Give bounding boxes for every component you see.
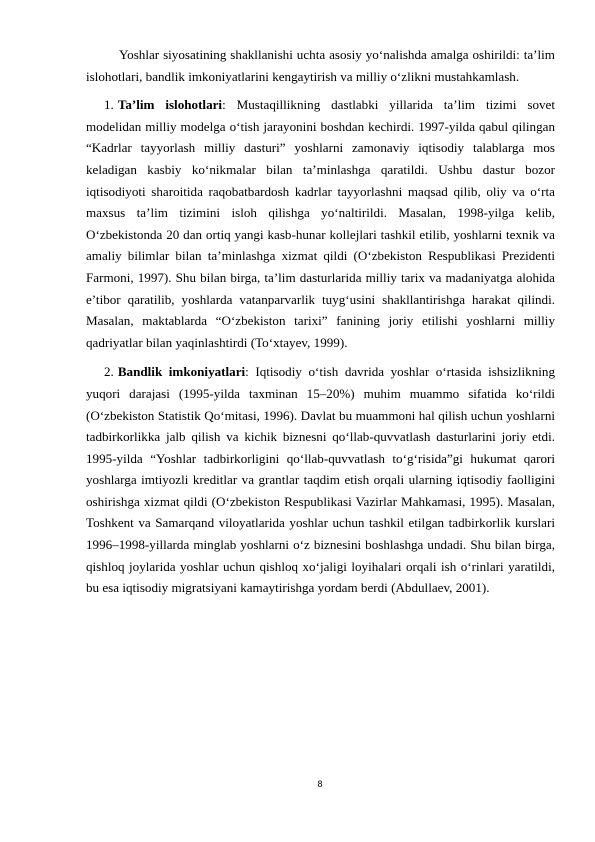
list-item-education-reforms bbox=[86, 94, 555, 353]
intro-paragraph: Yoshlar siyosatining shakllanishi uchta asosiy yo‘nalishda amalga oshirildi: ta’lim islohotlari, bandlik imkoniyatlarini kengaytirish va milliy o‘zlikni mustahkamlash. bbox=[86, 47, 555, 84]
list-item-text: : Mustaqillikning dastlabki yillarida ta’lim tizimi sovet modelidan milliy modelga o‘tish jarayonini boshdan kechirdi. 1997-yilda qabul qilingan “Kadrlar tayyorlash milliy dasturi” yoshlarni zamonaviy iqtisodiy talablarga mos keladigan kasbiy ko‘nikmalar bilan ta’minlashga qaratildi. Ushbu dastur bozor iqtisodiyoti sharoitida raqobatbardosh kadrlar tayyorlashni maqsad qilib, oliy va o‘rta maxsus ta’lim tizimini isloh qilishga yo‘naltirildi. Masalan, 1998-yilga kelib, O‘zbekistonda 20 dan ortiq yangi kasb-hunar kollejlari tashkil etilib, yoshlarni texnik va amaliy bilimlar bilan ta’minlashga xizmat qildi (O‘zbekiston Respublikasi Prezidenti Farmoni, 1997). Shu bilan birga, ta’lim dasturlarida milliy tarix va madaniyatga alohida e’tibor qaratilib, yoshlarda vatanparvarlik tuyg‘usini shakllantirishga harakat qilindi. Masalan, maktablarda “O‘zbekiston tarixi” fanining joriy etilishi yoshlarni milliy qadriyatlar bilan yaqinlashtirdi (To‘xtayev, 1999). bbox=[86, 97, 556, 350]
document-body bbox=[86, 44, 555, 607]
list-item-title: Bandlik imkoniyatlari bbox=[117, 364, 246, 380]
list-item-employment-opportunities bbox=[86, 361, 555, 599]
list-item-text: : Iqtisodiy o‘tish davrida yoshlar o‘rtasida ishsizlikning yuqori darajasi (1995-yilda taxminan 15–20%) muhim muammo sifatida ko‘rildi (O‘zbekiston Statistik Qo‘mitasi, 1996). Davlat bu muammoni hal qilish uchun yoshlarni tadbirkorlikka jalb qilish va kichik biznesni qo‘llab-quvvatlash dasturlarini joriy etdi. 1995-yilda “Yoshlar tadbirkorligini qo‘llab-quvvatlash to‘g‘risida”gi hukumat qarori yoshlarga imtiyozli kreditlar va grantlar taqdim etish orqali ularning iqtisodiy faolligini oshirishga xizmat qildi (O‘zbekiston Respublikasi Vazirlar Mahkamasi, 1995). Masalan, Toshkent va Samarqand viloyatlarida yoshlar uchun tashkil etilgan tadbirkorlik kurslari 1996–1998-yillarda minglab yoshlarni o‘z biznesini boshlashga undadi. Shu bilan birga, qishloq joylarida yoshlar uchun qishloq xo‘jaligi loyihalari orqali ish o‘rinlari yaratildi, bu esa iqtisodiy migratsiyani kamaytirishga yordam berdi (Abdullaev, 2001). bbox=[86, 364, 555, 596]
list-item-number: 2. bbox=[104, 364, 114, 380]
page-number: 8 bbox=[317, 779, 323, 789]
list-item-number: 1. bbox=[104, 97, 114, 113]
list-item-title: Ta’lim islohotlari bbox=[117, 97, 223, 113]
